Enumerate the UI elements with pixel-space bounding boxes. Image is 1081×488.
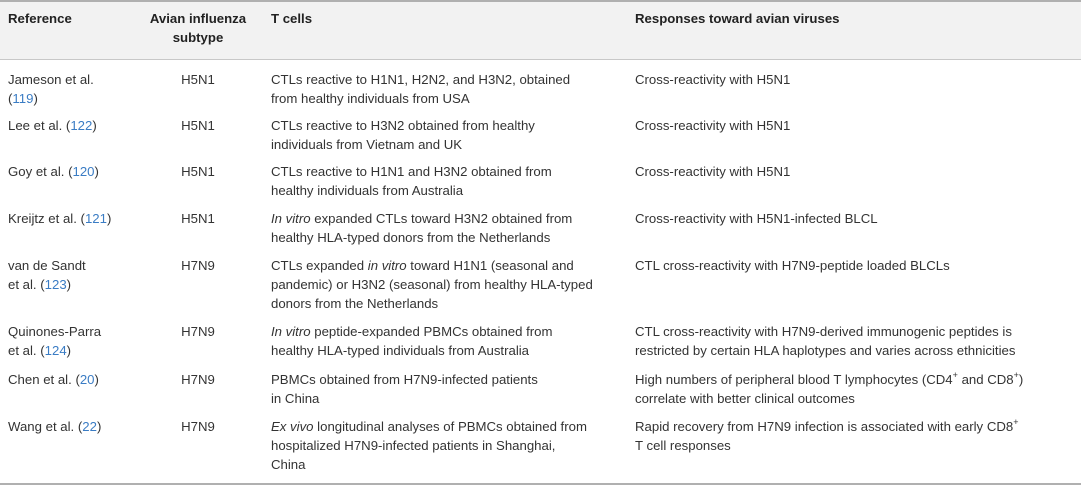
row-7-ref-link[interactable]: 20 [79, 372, 95, 387]
row-8-t-line3: China [271, 457, 306, 472]
row-5-t-post: toward H1N1 (seasonal and [406, 258, 574, 273]
row-8-response [635, 417, 1075, 455]
row-4-response: Cross-reactivity with H5N1-infected BLCL [635, 211, 878, 226]
row-8-t-line1 [271, 417, 631, 436]
row-1-subtype: H5N1 [181, 72, 215, 87]
row-1-response: Cross-reactivity with H5N1 [635, 72, 791, 87]
row-4-t-line1 [271, 209, 631, 228]
row-6-t-line1 [271, 322, 631, 341]
row-4-t-italic: In vitro [271, 211, 311, 226]
row-6-resp-line1: CTL cross-reactivity with H7N9-derived immunogenic peptides is [635, 324, 1012, 339]
row-1-reference [8, 70, 128, 108]
header-responses: Responses toward avian viruses [635, 11, 840, 26]
row-8-resp-line2: T cell responses [635, 438, 731, 453]
row-2-t-line2: individuals from Vietnam and UK [271, 137, 463, 152]
row-5-subtype: H7N9 [181, 258, 215, 273]
row-4-t-cells [271, 209, 631, 247]
row-2-response: Cross-reactivity with H5N1 [635, 118, 791, 133]
row-6-response [635, 322, 1075, 360]
row-4-reference [8, 209, 128, 228]
row-8-ref-link[interactable]: 22 [82, 419, 97, 434]
header-reference: Reference [8, 11, 72, 26]
row-8-resp-a: Rapid recovery from H7N9 infection is associated with early CD8 [635, 419, 1014, 434]
row-3-subtype: H5N1 [181, 164, 215, 179]
row-8-reference [8, 417, 128, 436]
row-8-t-cells [271, 417, 631, 474]
row-7-resp-line2: correlate with better clinical outcomes [635, 391, 855, 406]
row-5-ref-line1: van de Sandt [8, 258, 86, 273]
row-8-ref-text: Wang et al. ( [8, 419, 83, 434]
row-8-ref-paren-close: ) [96, 419, 102, 434]
row-4-t-line2: healthy HLA-typed donors from the Netherlands [271, 230, 551, 245]
row-4-t-rest: expanded CTLs toward H3N2 obtained from [310, 211, 573, 226]
row-1-ref-line2 [8, 89, 128, 108]
row-2-ref-paren-close: ) [92, 118, 97, 133]
row-7-resp-sup2: + [1013, 369, 1019, 380]
row-8-t-rest: longitudinal analyses of PBMCs obtained from [313, 419, 587, 434]
row-6-ref-line1: Quinones-Parra [8, 324, 102, 339]
header-subtype [138, 9, 258, 47]
row-7-resp-sup1: + [952, 369, 958, 380]
row-1-ref-paren-open: ( [8, 91, 13, 106]
row-6-t-line2: healthy HLA-typed individuals from Australia [271, 343, 530, 358]
row-7-t-line1: PBMCs obtained from H7N9-infected patients [271, 372, 538, 387]
row-7-response [635, 370, 1075, 408]
row-3-ref-paren-close: ) [94, 164, 99, 179]
row-2-reference [8, 116, 128, 135]
row-7-reference [8, 370, 128, 389]
row-1-t-cells [271, 70, 631, 108]
row-4-ref-text: Kreijtz et al. ( [8, 211, 85, 226]
row-7-subtype: H7N9 [181, 372, 215, 387]
row-1-ref-paren-close: ) [33, 91, 38, 106]
row-6-resp-line2: restricted by certain HLA haplotypes and varies across ethnicities [635, 343, 1016, 358]
row-7-ref-text: Chen et al. ( [8, 372, 80, 387]
row-2-ref-text: Lee et al. ( [8, 118, 71, 133]
header-t-cells: T cells [271, 11, 313, 26]
row-3-reference [8, 162, 128, 181]
row-7-resp-b: and CD8 [957, 372, 1014, 387]
row-6-ref-text: et al. ( [8, 343, 45, 358]
row-2-subtype: H5N1 [181, 118, 215, 133]
row-8-resp-line1 [635, 417, 1075, 436]
row-3-ref-link[interactable]: 120 [72, 164, 95, 179]
row-5-t-line1 [271, 256, 631, 275]
header-subtype-line2: subtype [172, 30, 224, 45]
row-5-t-pre: CTLs expanded [271, 258, 368, 273]
row-5-t-line2: pandemic) or H3N2 (seasonal) from healthy HLA-typed [271, 277, 593, 292]
row-5-t-cells [271, 256, 631, 313]
row-8-subtype: H7N9 [181, 419, 215, 434]
row-5-ref-paren-close: ) [66, 277, 72, 292]
row-7-resp-a: High numbers of peripheral blood T lymphocytes (CD4 [635, 372, 953, 387]
row-1-t-line1: CTLs reactive to H1N1, H2N2, and H3N2, obtained [271, 72, 571, 87]
row-7-ref-paren-close: ) [94, 372, 99, 387]
row-7-t-line2: in China [271, 391, 320, 406]
header-subtype-line1: Avian influenza [149, 11, 247, 26]
row-6-t-italic: In vitro [271, 324, 311, 339]
row-8-t-italic: Ex vivo [271, 419, 314, 434]
row-3-t-line2: healthy individuals from Australia [271, 183, 464, 198]
row-5-t-line3: donors from the Netherlands [271, 296, 439, 311]
row-8-t-line2: hospitalized H7N9-infected patients in Shanghai, [271, 438, 556, 453]
row-6-ref-paren-close: ) [66, 343, 72, 358]
row-3-t-line1: CTLs reactive to H1N1 and H3N2 obtained from [271, 164, 552, 179]
row-5-response: CTL cross-reactivity with H7N9-peptide loaded BLCLs [635, 258, 950, 273]
table-top-rule [0, 0, 1081, 2]
row-1-ref-link[interactable]: 119 [12, 91, 34, 106]
row-4-subtype: H5N1 [181, 211, 215, 226]
row-6-t-cells [271, 322, 631, 360]
table-header-rule [0, 59, 1081, 60]
row-7-resp-line1 [635, 370, 1075, 389]
row-6-ref-line2 [8, 341, 128, 360]
row-1-t-line2: from healthy individuals from USA [271, 91, 470, 106]
row-6-subtype: H7N9 [181, 324, 215, 339]
row-3-t-cells [271, 162, 631, 200]
row-7-t-cells [271, 370, 631, 408]
row-4-ref-link[interactable]: 121 [84, 211, 107, 226]
row-8-resp-sup: + [1013, 416, 1019, 427]
row-4-ref-paren-close: ) [106, 211, 112, 226]
row-7-resp-c: ) [1018, 372, 1024, 387]
row-6-ref-link[interactable]: 124 [44, 343, 67, 358]
row-5-ref-text: et al. ( [8, 277, 45, 292]
row-5-t-italic: in vitro [367, 258, 407, 273]
row-2-t-cells [271, 116, 631, 154]
table-bottom-rule [0, 483, 1081, 485]
row-5-reference [8, 256, 128, 294]
row-1-ref-line1: Jameson et al. [8, 72, 94, 87]
row-5-ref-link[interactable]: 123 [44, 277, 67, 292]
row-2-ref-link[interactable]: 122 [70, 118, 93, 133]
row-6-t-rest: peptide-expanded PBMCs obtained from [310, 324, 553, 339]
row-3-ref-text: Goy et al. ( [8, 164, 73, 179]
row-6-reference [8, 322, 128, 360]
row-5-ref-line2 [8, 275, 128, 294]
row-2-t-line1: CTLs reactive to H3N2 obtained from healthy [271, 118, 535, 133]
row-3-response: Cross-reactivity with H5N1 [635, 164, 791, 179]
